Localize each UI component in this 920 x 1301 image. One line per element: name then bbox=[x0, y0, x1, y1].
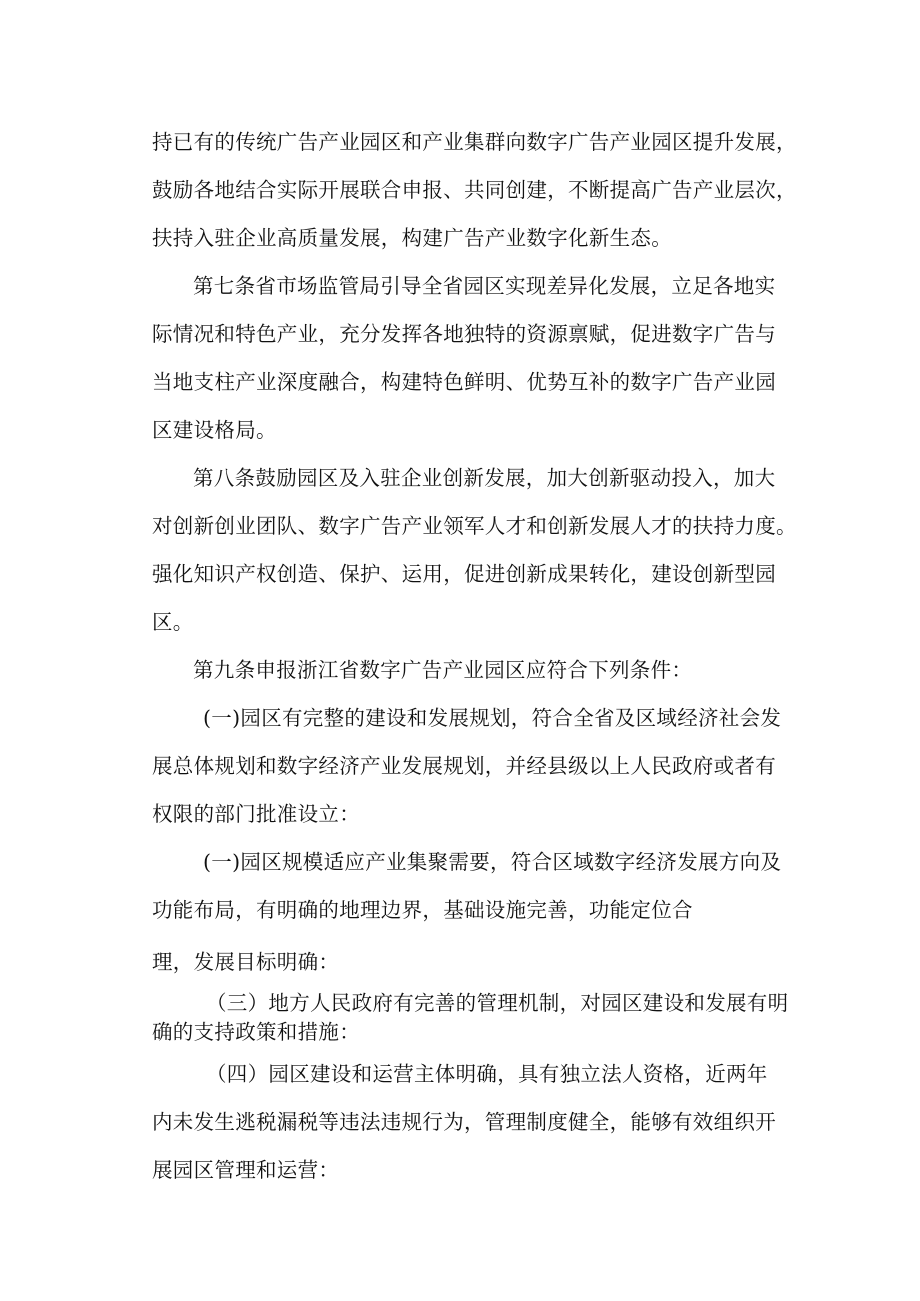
text-line: 持已有的传统广告产业园区和产业集群向数字广告产业园区提升发展， bbox=[152, 130, 797, 154]
article-8-start: 第八条鼓励园区及入驻企业创新发展，加大创新驱动投入，加大 bbox=[193, 466, 776, 490]
text-line: 区建设格局。 bbox=[152, 418, 277, 442]
article-9-start: 第九条申报浙江省数字广告产业园区应符合下列条件： bbox=[193, 658, 693, 682]
text-line: 展总体规划和数字经济产业发展规划，并经县级以上人民政府或者有 bbox=[152, 754, 776, 778]
clause-3-start: （三）地方人民政府有完善的管理机制，对园区建设和发展有明 bbox=[206, 991, 789, 1015]
text-line: 理，发展目标明确： bbox=[152, 950, 340, 974]
text-line: 内未发生逃税漏税等违法违规行为，管理制度健全，能够有效组织开 bbox=[152, 1110, 776, 1134]
text-line: 鼓励各地结合实际开展联合申报、共同创建，不断提高广告产业层次， bbox=[152, 178, 797, 202]
text-line: 当地支柱产业深度融合，构建特色鲜明、优势互补的数字广告产业园 bbox=[152, 370, 776, 394]
clause-4-start: （四）园区建设和运营主体明确，具有独立法人资格，近两年 bbox=[206, 1062, 768, 1086]
text-line: 扶持入驻企业高质量发展，构建广告产业数字化新生态。 bbox=[152, 226, 672, 250]
article-7-start: 第七条省市场监管局引导全省园区实现差异化发展，立足各地实 bbox=[193, 274, 776, 298]
clause-2-start: (一)园区规模适应产业集聚需要，符合区域数字经济发展方向及 bbox=[203, 850, 782, 874]
text-line: 权限的部门批准设立： bbox=[152, 802, 360, 826]
text-line: 区。 bbox=[152, 610, 194, 634]
text-line: 对创新创业团队、数字广告产业领军人才和创新发展人才的扶持力度。 bbox=[152, 514, 797, 538]
text-line: 功能布局，有明确的地理边界，基础设施完善，功能定位合 bbox=[152, 898, 693, 922]
text-line: 确的支持政策和措施： bbox=[152, 1020, 360, 1044]
clause-1-start: (一)园区有完整的建设和发展规划，符合全省及区域经济社会发 bbox=[203, 706, 782, 730]
text-line: 强化知识产权创造、保护、运用，促进创新成果转化，建设创新型园 bbox=[152, 562, 776, 586]
text-line: 际情况和特色产业，充分发挥各地独特的资源禀赋，促进数字广告与 bbox=[152, 322, 776, 346]
text-line: 展园区管理和运营： bbox=[152, 1158, 340, 1182]
